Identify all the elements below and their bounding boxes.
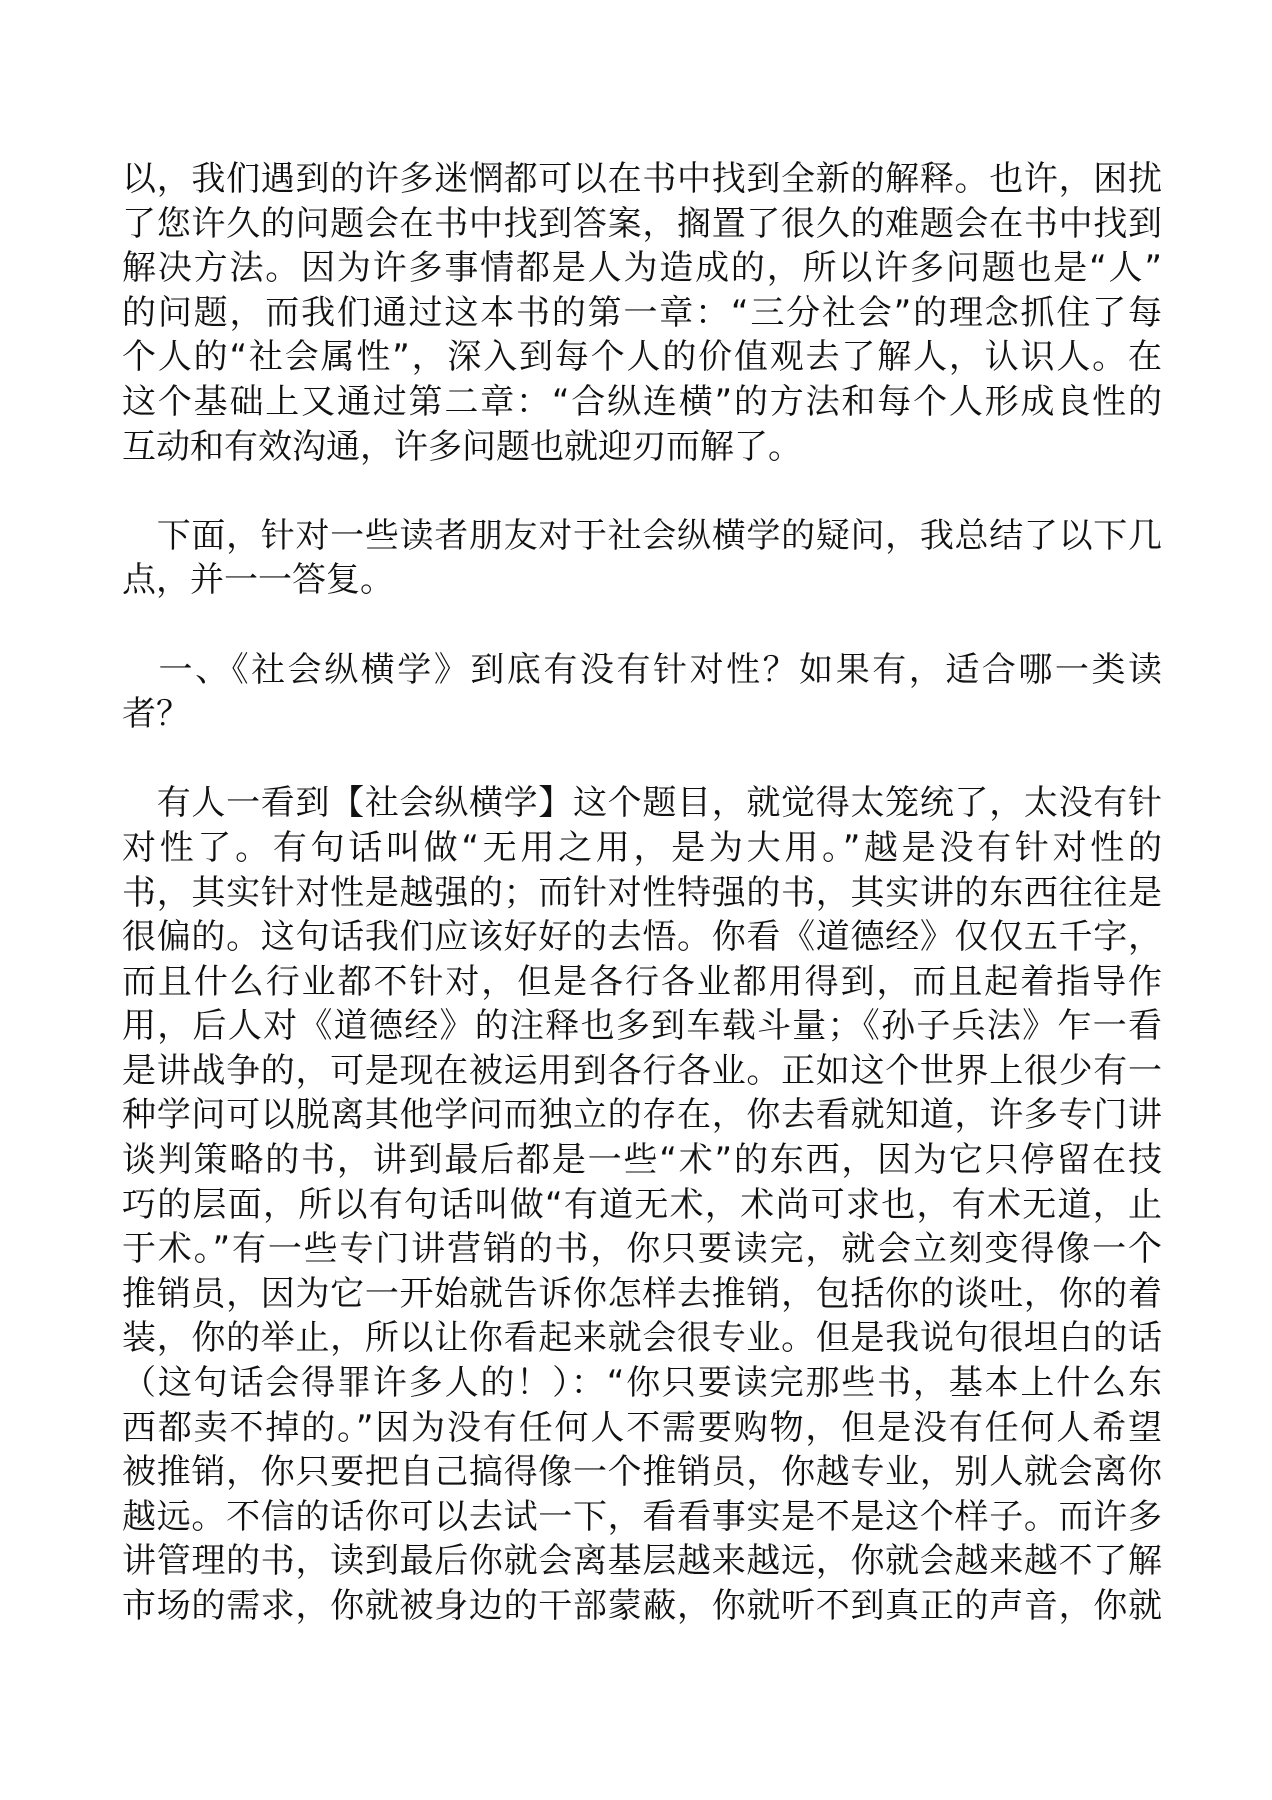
text-line: 这个基础上又通过第二章：“合纵连横”的方法和每个人形成良性的 bbox=[122, 381, 1162, 422]
text-line: 者？ bbox=[122, 694, 190, 735]
text-line: 书，其实针对性是越强的；而针对性特强的书，其实讲的东西往往是 bbox=[122, 872, 1162, 913]
document-body bbox=[122, 157, 1162, 1629]
text-line: 而且什么行业都不针对，但是各行各业都用得到，而且起着指导作 bbox=[122, 961, 1162, 1002]
text-line: 装，你的举止，所以让你看起来就会很专业。但是我说句很坦白的话 bbox=[122, 1318, 1162, 1359]
text-line: 市场的需求，你就被身边的干部蒙蔽，你就听不到真正的声音，你就 bbox=[122, 1586, 1162, 1626]
text-line: 解决方法。因为许多事情都是人为造成的，所以许多问题也是“人” bbox=[122, 248, 1162, 289]
text-line: 推销员，因为它一开始就告诉你怎样去推销，包括你的谈吐，你的着 bbox=[122, 1273, 1162, 1314]
text-line: 下面，针对一些读者朋友对于社会纵横学的疑问，我总结了以下几 bbox=[122, 515, 1162, 556]
text-line: 被推销，你只要把自己搞得像一个推销员，你越专业，别人就会离你 bbox=[122, 1452, 1162, 1493]
paragraph-spacer bbox=[122, 469, 1162, 514]
paragraph-lead-in bbox=[122, 514, 1162, 603]
paragraph-spacer bbox=[122, 603, 1162, 648]
paragraph-intro bbox=[122, 157, 1162, 469]
text-line: （这句话会得罪许多人的！）：“你只要读完那些书，基本上什么东 bbox=[122, 1363, 1162, 1404]
text-line: 以，我们遇到的许多迷惘都可以在书中找到全新的解释。也许，困扰 bbox=[122, 159, 1162, 199]
text-line: 的问题，而我们通过这本书的第一章：“三分社会”的理念抓住了每 bbox=[122, 292, 1162, 333]
paragraph-answer-1 bbox=[122, 781, 1162, 1628]
paragraph-spacer bbox=[122, 737, 1162, 782]
text-line: 西都卖不掉的。”因为没有任何人不需要购物，但是没有任何人希望 bbox=[122, 1407, 1162, 1448]
text-line: 越远。不信的话你可以去试一下，看看事实是不是这个样子。而许多 bbox=[122, 1496, 1162, 1537]
text-line: 用，后人对《道德经》的注释也多到车载斗量；《孙子兵法》乍一看 bbox=[122, 1006, 1162, 1047]
paragraph-question-1 bbox=[122, 648, 1162, 737]
text-line: 一、《社会纵横学》到底有没有针对性？如果有，适合哪一类读 bbox=[122, 649, 1162, 690]
text-line: 个人的“社会属性”，深入到每个人的价值观去了解人，认识人。在 bbox=[122, 337, 1162, 378]
text-line: 有人一看到【社会纵横学】这个题目，就觉得太笼统了，太没有针 bbox=[122, 783, 1162, 824]
text-line: 种学问可以脱离其他学问而独立的存在，你去看就知道，许多专门讲 bbox=[122, 1095, 1162, 1136]
text-line: 对性了。有句话叫做“无用之用，是为大用。”越是没有针对性的 bbox=[122, 827, 1162, 868]
text-line: 是讲战争的，可是现在被运用到各行各业。正如这个世界上很少有一 bbox=[122, 1050, 1162, 1091]
text-line: 谈判策略的书，讲到最后都是一些“术”的东西，因为它只停留在技 bbox=[122, 1140, 1162, 1181]
text-line: 讲管理的书，读到最后你就会离基层越来越远，你就会越来越不了解 bbox=[122, 1541, 1162, 1582]
text-line: 于术。”有一些专门讲营销的书，你只要读完，就会立刻变得像一个 bbox=[122, 1229, 1162, 1270]
text-line: 很偏的。这句话我们应该好好的去悟。你看《道德经》仅仅五千字， bbox=[122, 917, 1162, 958]
text-line: 巧的层面，所以有句话叫做“有道无术，术尚可求也，有术无道，止 bbox=[122, 1184, 1162, 1225]
text-line: 点，并一一答复。 bbox=[122, 560, 394, 601]
text-line: 了您许久的问题会在书中找到答案，搁置了很久的难题会在书中找到 bbox=[122, 203, 1162, 244]
text-line: 互动和有效沟通，许多问题也就迎刃而解了。 bbox=[122, 426, 802, 467]
